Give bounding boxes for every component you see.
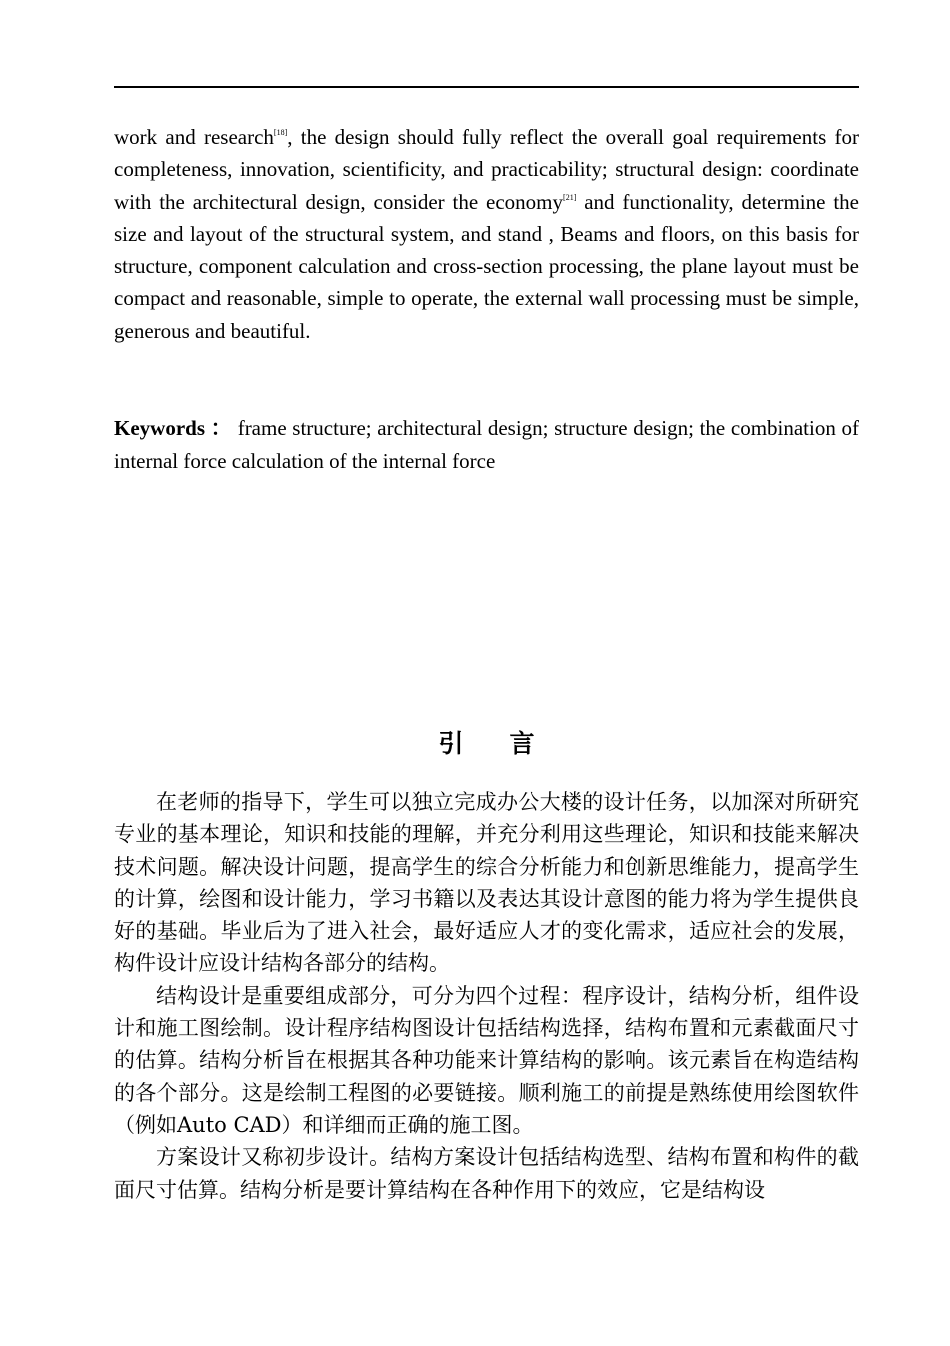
keywords-paragraph — [114, 412, 859, 477]
header-rule — [114, 86, 859, 88]
citation-marker[interactable]: [18] — [273, 128, 288, 137]
abstract-segment: and functionality, determine the size and layout of the structural system, and stand , Beams and floors, on this basis for structure, component calculation and cross-section processing, the plane layout must be compact and reasonable, simple to operate, the external wall processing must be simple, generous and beautiful. — [114, 189, 859, 343]
intro-paragraph: 结构设计是重要组成部分，可分为四个过程：程序设计，结构分析，组件设计和施工图绘制。设计程序结构图设计包括结构选择，结构布置和元素截面尺寸的估算。结构分析旨在根据其各种功能来计算结构的影响。该元素旨在构造结构的各个部分。这是绘制工程图的必要链接。顺利施工的前提是熟练使用绘图软件（例如Auto CAD）和详细而正确的施工图。 — [114, 983, 859, 1137]
intro-paragraph: 在老师的指导下，学生可以独立完成办公大楼的设计任务，以加深对所研究专业的基本理论，知识和技能的理解，并充分利用这些理论，知识和技能来解决技术问题。解决设计问题，提高学生的综合分析能力和创新思维能力，提高学生的计算，绘图和设计能力，学习书籍以及表达其设计意图的能力将为学生提供良好的基础。毕业后为了进入社会，最好适应人才的变化需求，适应社会的发展，构件设计应设计结构各部分的结构。 — [114, 790, 859, 976]
keywords-label: Keywords ： — [114, 416, 233, 440]
introduction-heading: 引言 — [438, 729, 581, 758]
abstract-english — [114, 121, 859, 347]
abstract-segment: work and research — [114, 125, 274, 149]
citation-marker[interactable]: [21] — [563, 192, 577, 202]
introduction-body — [114, 786, 859, 1206]
keywords-text: frame structure; architectural design; structure design; the combination of internal force calculation of the internal force — [114, 416, 859, 473]
abstract-segment: , the design should fully reflect the overall goal requirements for completeness, innovation, scientificity, and practicability; structural design: coordinate with the architectural design, consider the economy — [114, 125, 859, 214]
intro-paragraph: 方案设计又称初步设计。结构方案设计包括结构选型、结构布置和构件的截面尺寸估算。结构分析是要计算结构在各种作用下的效应，它是结构设 — [114, 1145, 859, 1202]
